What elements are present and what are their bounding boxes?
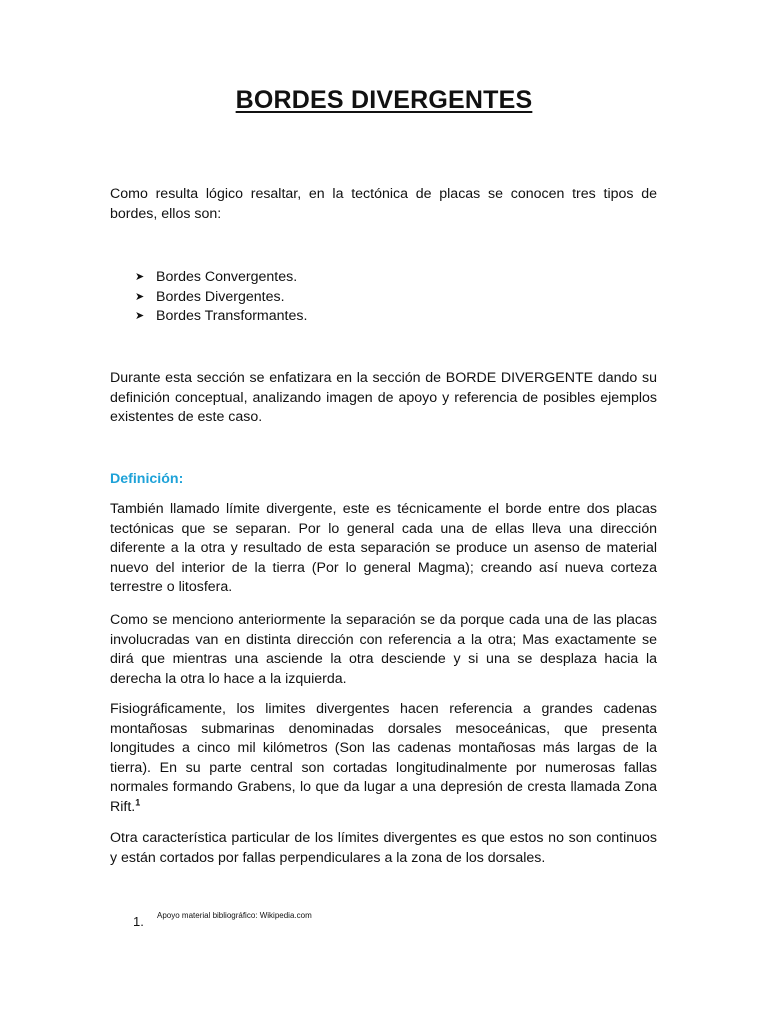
page-title: BORDES DIVERGENTES <box>235 86 533 114</box>
list-item-label: Bordes Divergentes. <box>156 288 285 305</box>
definition-paragraph-1: También llamado límite divergente, este es técnicamente el borde entre dos placas tectónicas que se separan. Por lo general cada una de ellas lleva una dirección diferente a la otra y resultado de esta separación se produce un asenso de material nuevo del interior de la tierra (Por lo general Magma); creando así nueva corteza terrestre o litosfera. <box>110 501 657 595</box>
list-item <box>135 288 307 308</box>
definition-paragraph-3 <box>110 700 657 817</box>
paragraph-3-text: Fisiográficamente, los limites divergentes hacen referencia a grandes cadenas montañosas submarinas denominadas dorsales mesoceánicas, que presenta longitudes a cinco mil kilómetros (Son las cadenas montañosas más largas de la tierra). En su parte central son cortadas longitudinalmente por numerosas fallas normales formando Grabens, lo que da lugar a una depresión de cresta llamada Zona Rift. <box>110 701 657 815</box>
footnote <box>133 911 312 929</box>
section-paragraph: Durante esta sección se enfatizara en la sección de BORDE DIVERGENTE dando su definición conceptual, analizando imagen de apoyo y referencia de posibles ejemplos existentes de este caso. <box>110 370 657 425</box>
arrowhead-bullet-icon: ➤ <box>135 271 145 283</box>
arrowhead-bullet-icon: ➤ <box>135 290 145 303</box>
footnote-reference: 1 <box>135 796 141 807</box>
list-item <box>135 268 307 288</box>
bullet-list <box>135 268 307 327</box>
arrowhead-bullet-icon: ➤ <box>135 310 145 322</box>
footnote-number: 1. <box>133 914 144 929</box>
definition-heading: Definición: <box>110 471 184 487</box>
footnote-text: Apoyo material bibliográfico: Wikipedia.com <box>157 911 312 920</box>
list-item-label: Bordes Transformantes. <box>156 308 308 324</box>
definition-paragraph-2: Como se menciono anteriormente la separación se da porque cada una de las placas involucradas van en distinta dirección con referencia a la otra; Mas exactamente se dirá que mientras una asciende la otra desciende y si una se desplaza hacia la derecha la otra lo hace a la izquierda. <box>110 612 657 687</box>
intro-paragraph: Como resulta lógico resaltar, en la tectónica de placas se conocen tres tipos de bordes, ellos son: <box>110 186 657 222</box>
list-item <box>135 307 307 327</box>
definition-paragraph-4: Otra característica particular de los límites divergentes es que estos no son continuos y están cortados por fallas perpendiculares a la zona de los dorsales. <box>110 830 657 866</box>
list-item-label: Bordes Convergentes. <box>156 269 298 285</box>
